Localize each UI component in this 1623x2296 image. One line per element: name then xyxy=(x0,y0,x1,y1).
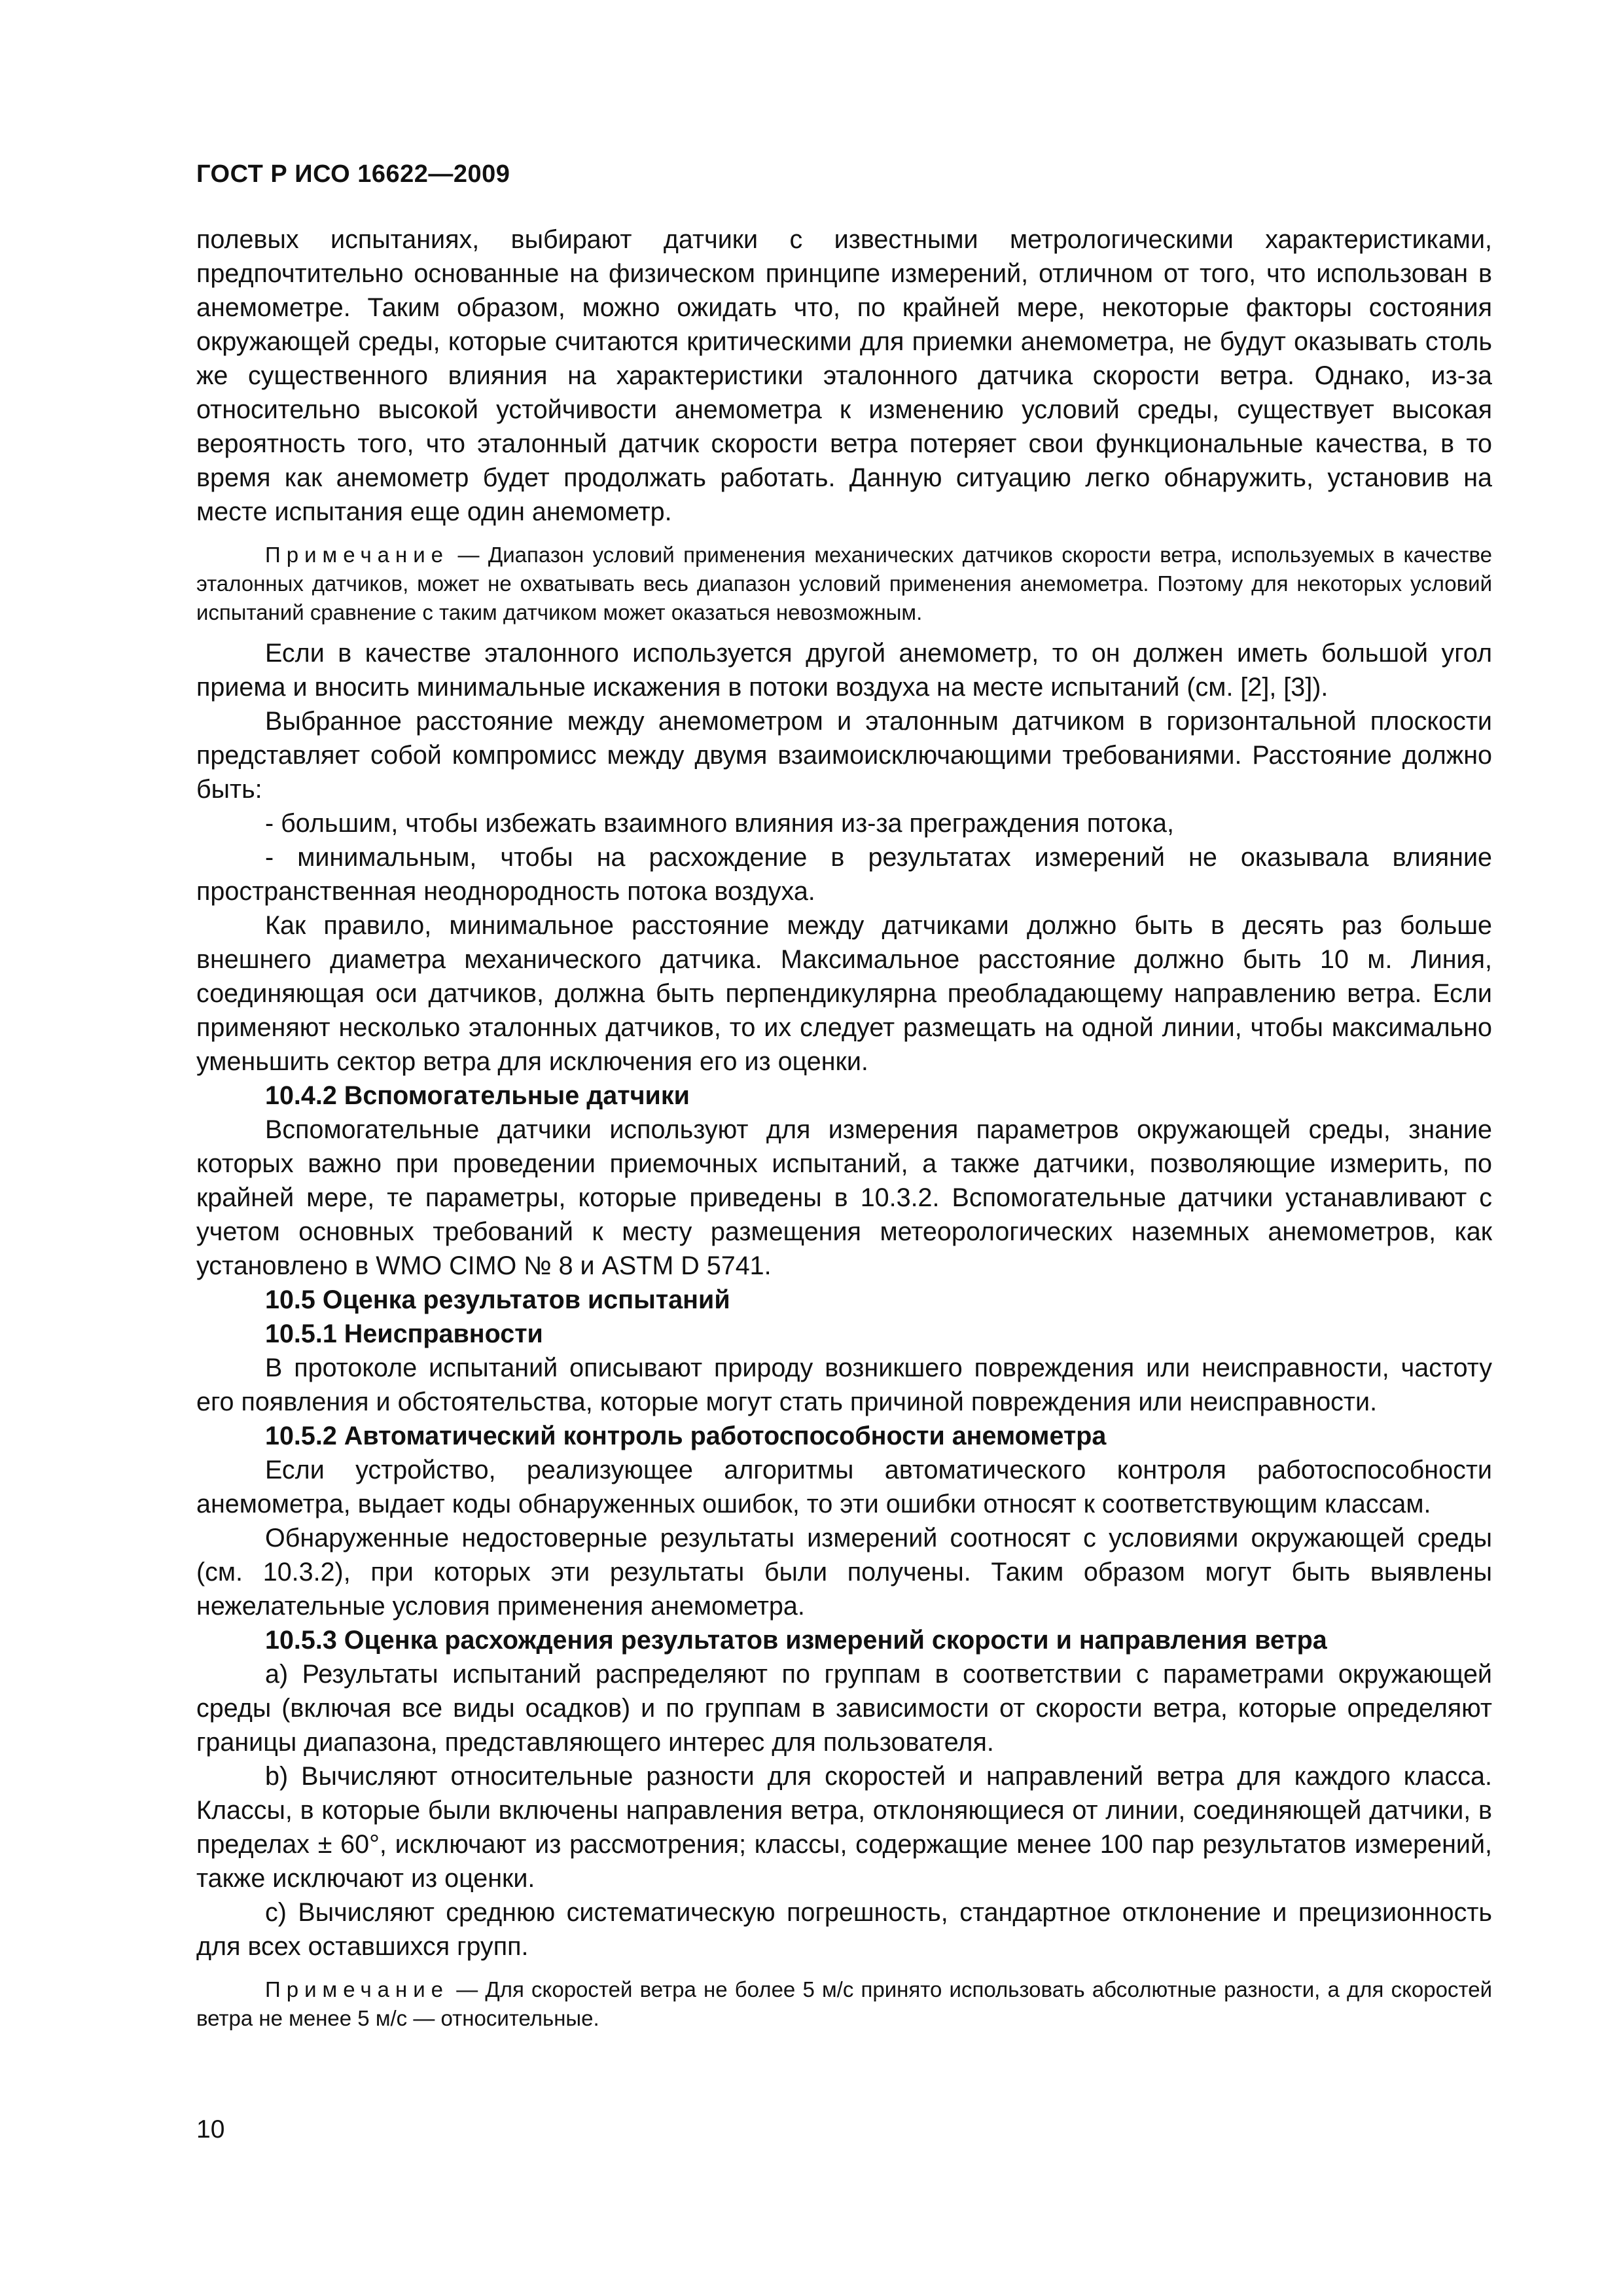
note-1-label: Примечание xyxy=(265,543,450,567)
document-body xyxy=(196,223,1492,2042)
note-1-text: — Диапазон условий применения механических датчиков скорости ветра, используемых в качестве эталонных датчиков, может не охватывать весь диапазон условий применения анемометра. Поэтому для некоторых условий испытаний сравнение с таким датчиком может оказаться невозможным. xyxy=(196,543,1492,624)
note-2-text: — Для скоростей ветра не более 5 м/с принято использовать абсолютные разности, а для скоростей ветра не менее 5 м/с — относительные. xyxy=(196,1977,1492,2030)
paragraph-min-distance: Как правило, минимальное расстояние между датчиками должно быть в десять раз больше внешнего диаметра механического датчика. Максимальное расстояние должно быть 10 м. Линия, соединяющая оси датчиков, должна быть перпендикулярна преобладающему направлению ветра. Если применяют несколько эталонных датчиков, то их следует размещать на одной линии, чтобы максимально уменьшить сектор ветра для исключения его из оценки. xyxy=(196,911,1492,1076)
paragraph-invalid-results: Обнаруженные недостоверные результаты измерений соотносят с условиями окружающей среды (см. 10.3.2), при которых эти результаты были получены. Таким образом могут быть выявлены нежелательные условия применения анемометра. xyxy=(196,1524,1492,1621)
heading-10-5-3: 10.5.3 Оценка расхождения результатов измерений скорости и направления ветра xyxy=(265,1626,1327,1655)
note-2 xyxy=(196,1975,1492,2033)
paragraph-item-c: c) Вычисляют среднюю систематическую погрешность, стандартное отклонение и прецизионность для всех оставшихся групп. xyxy=(196,1898,1492,1961)
list-item-large: - большим, чтобы избежать взаимного влияния из-за преграждения потока, xyxy=(265,809,1174,838)
heading-10-5-1: 10.5.1 Неисправности xyxy=(265,1319,543,1348)
heading-10-5-2: 10.5.2 Автоматический контроль работоспособности анемометра xyxy=(265,1422,1107,1450)
heading-10-4-2: 10.4.2 Вспомогательные датчики xyxy=(265,1081,690,1110)
document-header: ГОСТ Р ИСО 16622—2009 xyxy=(196,160,510,188)
paragraph-item-b: b) Вычисляют относительные разности для скоростей и направлений ветра для каждого класса. Классы, в которые были включены направления ветра, отклоняющиеся от линии, соединяющей датчики, в пределах ± 60°, исключают из рассмотрения; классы, содержащие менее 100 пар результатов измерений, также исключают из оценки. xyxy=(196,1762,1492,1893)
paragraph-distance: Выбранное расстояние между анемометром и эталонным датчиком в горизонтальной плоскости представляет собой компромисс между двумя взаимоисключающими требованиями. Расстояние должно быть: xyxy=(196,707,1492,804)
paragraph-continuation: полевых испытаниях, выбирают датчики с известными метрологическими характеристиками, предпочтительно основанные на физическом принципе измерений, отличном от того, что использован в анемометре. Таким образом, можно ожидать что, по крайней мере, некоторые факторы состояния окружающей среды, которые считаются критическими для приемки анемометра, не будут оказывать столь же существенного влияния на характеристики эталонного датчика скорости ветра. Однако, из-за относительно высокой устойчивости анемометра к изменению условий среды, существует высокая вероятность того, что эталонный датчик скорости ветра потеряет свои функциональные качества, в то время как анемометр будет продолжать работать. Данную ситуацию легко обнаружить, установив на месте испытания еще один анемометр. xyxy=(196,225,1492,526)
paragraph-reference-anemometer: Если в качестве эталонного используется другой анемометр, то он должен иметь большой угол приема и вносить минимальные искажения в потоки воздуха на месте испытаний (см. [2], [3]). xyxy=(196,639,1492,702)
page-number: 10 xyxy=(196,2115,225,2144)
list-item-minimal: - минимальным, чтобы на расхождение в результатах измерений не оказывала влияние пространственная неоднородность потока воздуха. xyxy=(196,843,1492,906)
note-2-label: Примечание xyxy=(265,1977,450,2001)
heading-10-5: 10.5 Оценка результатов испытаний xyxy=(265,1285,730,1314)
paragraph-faults: В протоколе испытаний описывают природу возникшего повреждения или неисправности, частоту его появления и обстоятельства, которые могут стать причиной повреждения или неисправности. xyxy=(196,1354,1492,1416)
paragraph-auxiliary-sensors: Вспомогательные датчики используют для измерения параметров окружающей среды, знание которых важно при проведении приемочных испытаний, а также датчики, позволяющие измерить, по крайней мере, те параметры, которые приведены в 10.3.2. Вспомогательные датчики устанавливают с учетом основных требований к месту размещения метеорологических наземных анемометров, как установлено в WMO CIMO № 8 и ASTM D 5741. xyxy=(196,1115,1492,1280)
paragraph-auto-control: Если устройство, реализующее алгоритмы автоматического контроля работоспособности анемометра, выдает коды обнаруженных ошибок, то эти ошибки относят к соответствующим классам. xyxy=(196,1456,1492,1518)
paragraph-item-a: a) Результаты испытаний распределяют по группам в соответствии с параметрами окружающей среды (включая все виды осадков) и по группам в зависимости от скорости ветра, которые определяют границы диапазона, представляющего интерес для пользователя. xyxy=(196,1660,1492,1757)
note-1 xyxy=(196,541,1492,627)
